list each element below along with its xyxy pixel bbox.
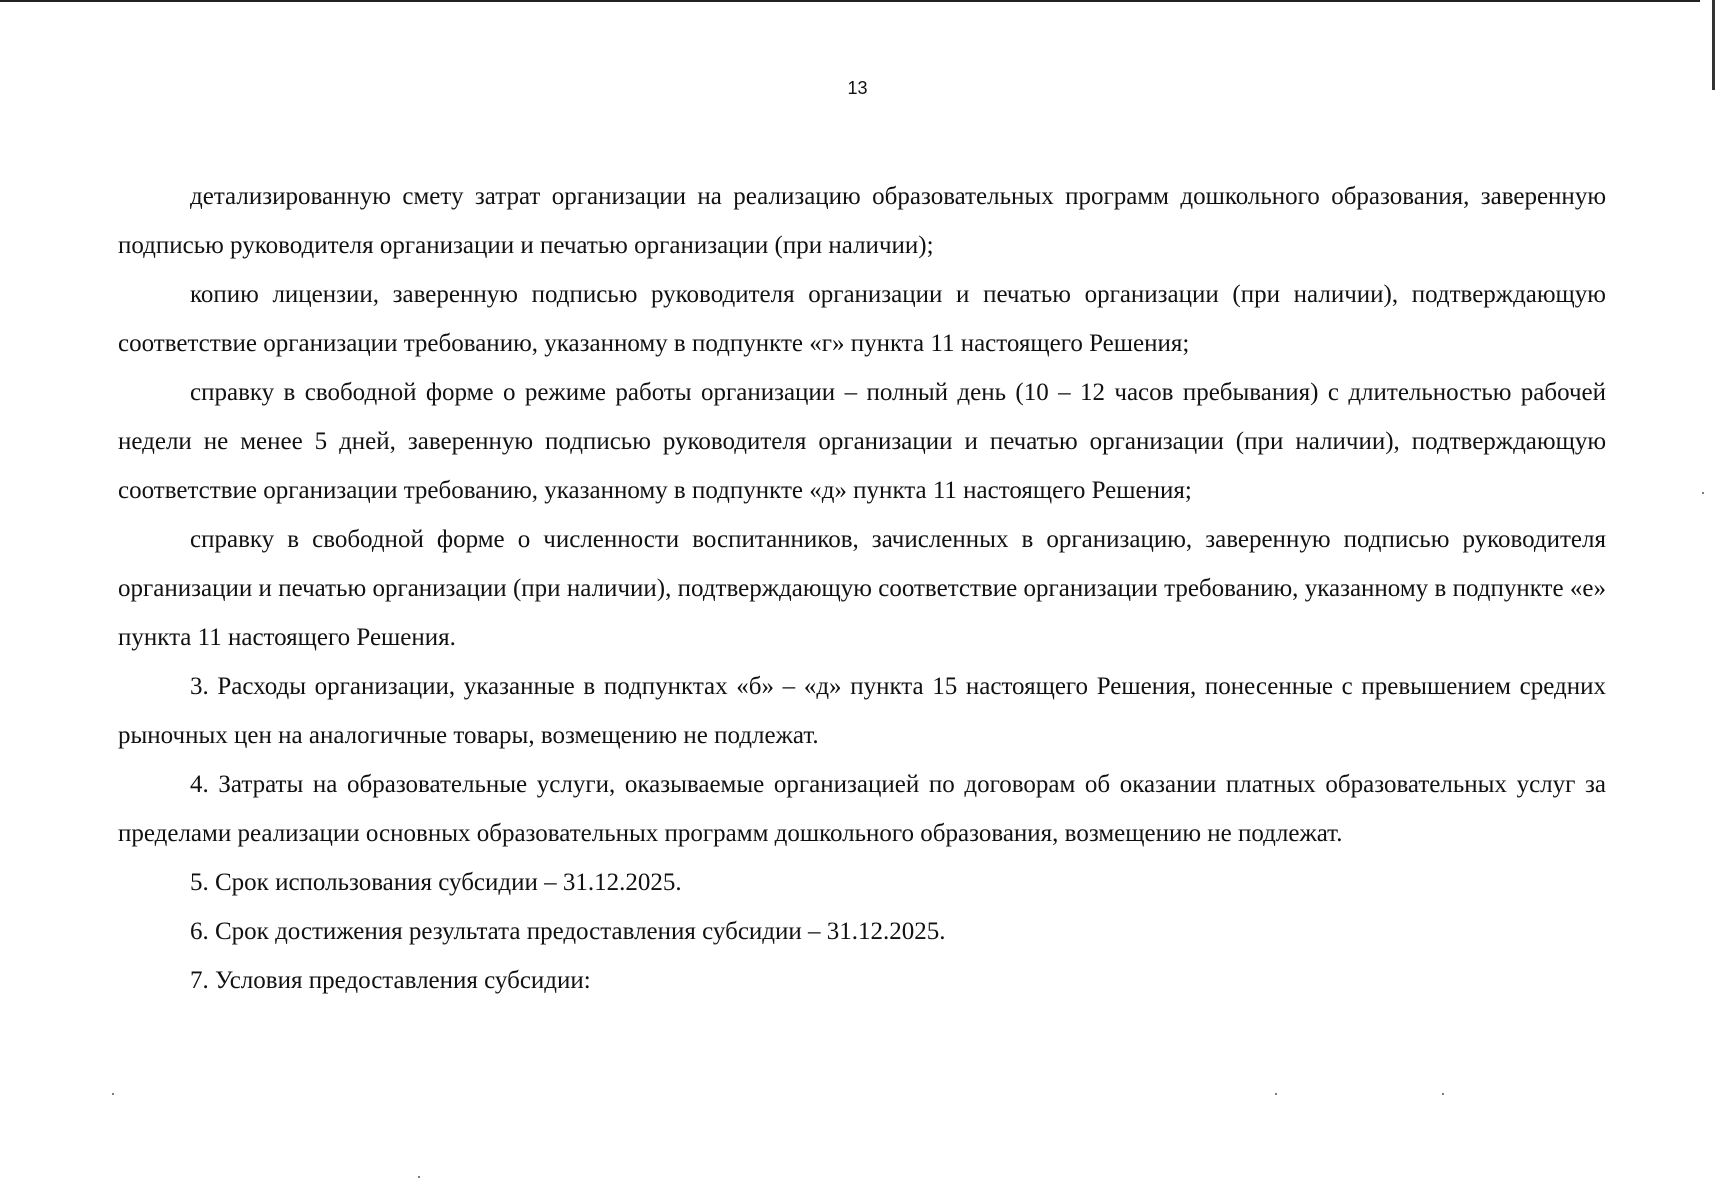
paragraph-item-6: 6. Срок достижения результата предоставления субсидии – 31.12.2025. <box>190 918 946 945</box>
document-body <box>118 172 1606 1005</box>
scan-speck <box>1702 492 1704 494</box>
paragraph-item-5: 5. Срок использования субсидии – 31.12.2025. <box>190 869 682 896</box>
scan-top-border <box>0 0 1700 2</box>
scan-speck <box>1442 1093 1444 1095</box>
scan-speck <box>112 1093 114 1095</box>
scan-speck <box>1275 1093 1277 1095</box>
scan-speck <box>418 1176 420 1178</box>
paragraph-work-schedule: справку в свободной форме о режиме работы организации – полный день (10 – 12 часов пребывания) с длительностью рабочей недели не менее 5 дней, заверенную подписью руководителя организации и печатью организации (при наличии), подтверждающую соответствие организации требованию, указанному в подпункте «д» пункта 11 настоящего Решения; <box>118 379 1606 504</box>
paragraph-cost-estimate: детализированную смету затрат организации на реализацию образовательных программ дошкольного образования, заверенную подписью руководителя организации и печатью организации (при наличии); <box>118 183 1606 259</box>
paragraph-item-7: 7. Условия предоставления субсидии: <box>190 967 591 994</box>
paragraph-pupil-count: справку в свободной форме о численности воспитанников, зачисленных в организацию, заверенную подписью руководителя организации и печатью организации (при наличии), подтверждающую соответствие организации требованию, указанному в подпункте «е» пункта 11 настоящего Решения. <box>118 526 1606 651</box>
paragraph-item-4: 4. Затраты на образовательные услуги, оказываемые организацией по договорам об оказании платных образовательных услуг за пределами реализации основных образовательных программ дошкольного образования, возмещению не подлежат. <box>118 771 1606 847</box>
paragraph-license-copy: копию лицензии, заверенную подписью руководителя организации и печатью организации (при наличии), подтверждающую соответствие организации требованию, указанному в подпункте «г» пункта 11 настоящего Решения; <box>118 281 1606 357</box>
page-number: 13 <box>847 78 868 98</box>
paragraph-item-3: 3. Расходы организации, указанные в подпунктах «б» – «д» пункта 15 настоящего Решения, понесенные с превышением средних рыночных цен на аналогичные товары, возмещению не подлежат. <box>118 673 1606 749</box>
